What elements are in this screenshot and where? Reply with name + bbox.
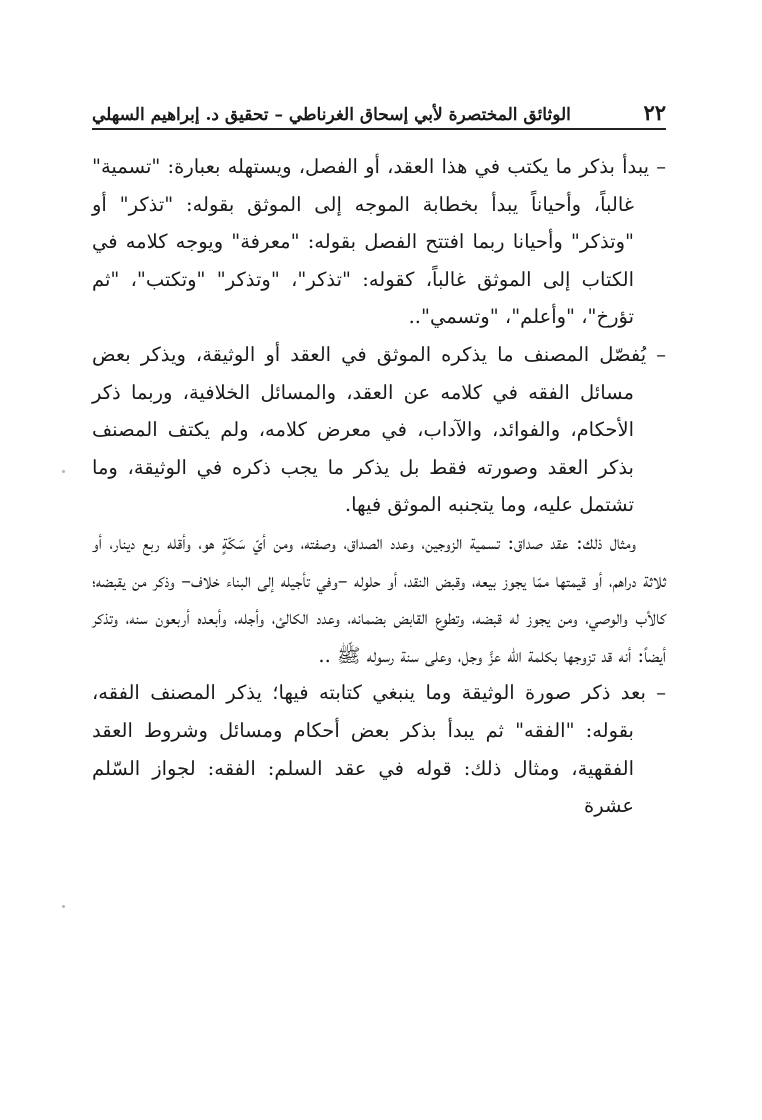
margin-speck [62,905,65,908]
paragraph-bullet-details: – يُفصّل المصنف ما يذكره الموثق في العقد أو الوثيقة، ويذكر بعض مسائل الفقه في كلامه عن العقد، والمسائل الخلافية، وربما ذكر الأحكام، والفوائد، والآداب، في معرض كلامه، ولم يكتف المصنف بذكر العقد وصورته فقط بل يذكر ما يجب ذكره في الوثيقة، وما تشتمل عليه، وما يتجنبه الموثق فيها. [92,342,666,517]
page-header [92,96,666,130]
page-number: ٢٢ [643,100,666,125]
page-body [92,148,666,825]
paragraph-example: ومثال ذلك: عقد صداق: تسمية الزوجين، وعدد الصداق، وصفته، ومن أيّ سَكّةٍ هو، وأقله ربع دينار، أو ثلاثة دراهم، أو قيمتها ممّا يجوز بيعه، وقبض النقد، أو حلوله –وفي تأجيله إلى البناء خلاف– وذكر من يقبضه؛ كالأب والوصي، ومن يجوز له قبضه، وتطوع القابض بضمانه، وعدد الكالئ، وأجله، وأبعده أربعون سنه، وتذكر أيضاً: أنه قد تزوجها بكلمة الله عزَّ وجل، وعلى سنة رسوله ﷺ .. [92,530,666,667]
margin-speck [62,470,65,473]
paragraph-bullet-fiqh: – بعد ذكر صورة الوثيقة وما ينبغي كتابته فيها؛ يذكر المصنف الفقه، بقوله: "الفقه" ثم يبدأ بذكر بعض أحكام ومسائل وشروط العقد الفقهية، ومثال ذلك: قوله في عقد السلم: الفقه: لجواز السّلم عشرة [92,681,666,818]
paragraph-bullet-intro: – يبدأ بذكر ما يكتب في هذا العقد، أو الفصل، ويستهله بعبارة: "تسمية" غالباً، وأحياناً يبدأ بخطابة الموجه إلى الموثق بقوله: "تذكر" أو "وتذكر" وأحيانا ربما افتتح الفصل بقوله: "معرفة" ويوجه كلامه في الكتاب إلى الموثق غالباً، كقوله: "تذكر"، "وتذكر" "وتكتب"، "ثم تؤرخ"، "وأعلم"، "وتسمي".. [92,155,666,329]
running-title: الوثائق المختصرة لأبي إسحاق الغرناطي – تحقيق د. إبراهيم السهلي [92,105,571,125]
